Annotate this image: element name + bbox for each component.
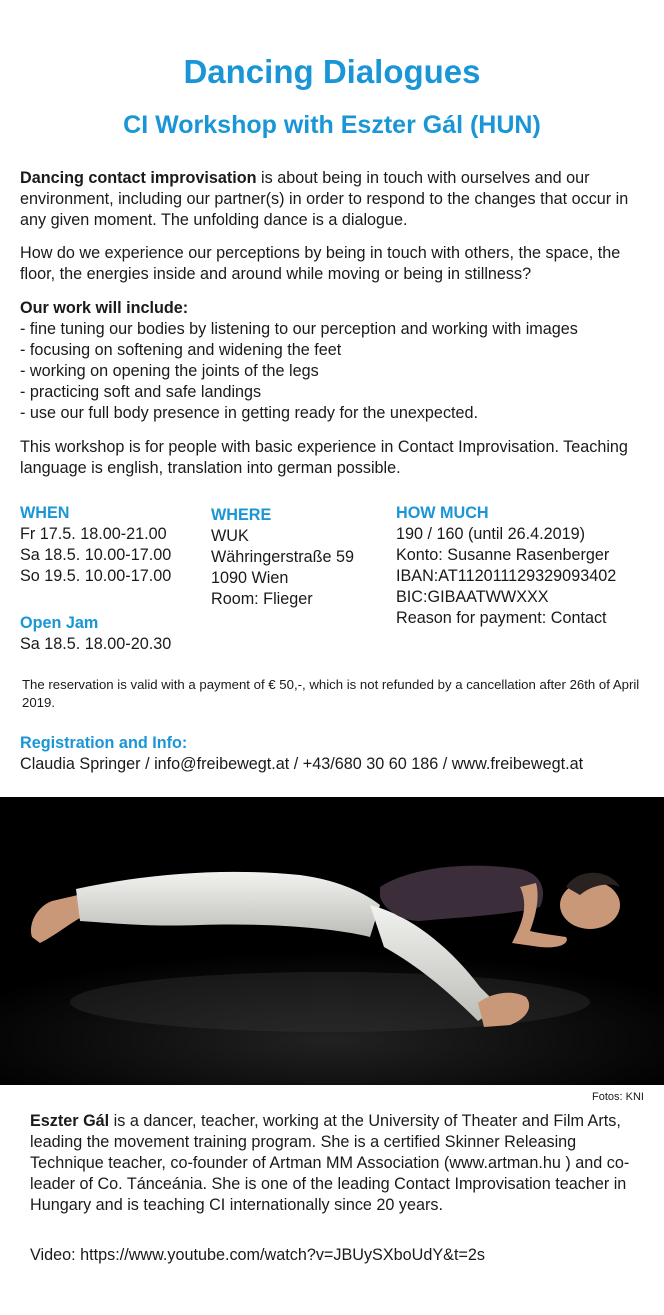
open-jam-block (20, 613, 171, 655)
when-block (20, 503, 171, 587)
where-heading: WHERE (211, 506, 272, 524)
where-line: Room: Flieger (211, 590, 313, 608)
reservation-note: The reservation is valid with a payment of € 50,-, which is not refunded by a cancellation after 26th of April 2019. (22, 677, 640, 710)
dancer-photo-illustration (0, 797, 664, 1085)
intro-text: is about being in touch with ourselves and our environment, including our partner(s) in order to respond to the changes that occur in any given moment. The unfolding dance is a dialogue. (20, 169, 629, 229)
intro-bold-lead: Dancing contact improvisation (20, 169, 257, 187)
how-much-heading: HOW MUCH (396, 504, 489, 522)
registration-contact: Claudia Springer / info@freibewegt.at / +43/680 30 60 186 / www.freibewegt.at (20, 755, 584, 773)
bio-text: is a dancer, teacher, working at the University of Theater and Film Arts, leading the movement training program. She is a certified Skinner Releasing Technique teacher, co-founder of Artman MM Association (www.artman.hu ) and co-leader of Co. Tánceánia. She is one of the leading Contact Improvisation teacher in Hungary and is teaching CI internationally since 20 years. (30, 1112, 630, 1214)
video-link[interactable]: Video: https://www.youtube.com/watch?v=JBUySXboUdY&t=2s (30, 1246, 485, 1264)
registration-heading: Registration and Info: (20, 734, 188, 752)
registration-block (20, 733, 583, 775)
open-jam-heading: Open Jam (20, 614, 99, 632)
work-item: - fine tuning our bodies by listening to our perception and working with images (20, 320, 578, 338)
work-item: - practicing soft and safe landings (20, 383, 262, 401)
how-much-line: 190 / 160 (until 26.4.2019) (396, 525, 585, 543)
where-line: Währingerstraße 59 (211, 548, 355, 566)
where-line: 1090 Wien (211, 569, 289, 587)
page-title: Dancing Dialogues (183, 53, 481, 90)
how-much-block (396, 503, 616, 629)
open-jam-line: Sa 18.5. 18.00-20.30 (20, 635, 172, 653)
work-item: - use our full body presence in getting ready for the unexpected. (20, 404, 479, 422)
how-much-line: IBAN:AT112011129329093402 (396, 567, 617, 585)
bio-bold-lead: Eszter Gál (30, 1112, 110, 1130)
work-item: - working on opening the joints of the legs (20, 362, 319, 380)
where-block (211, 505, 354, 610)
photo-credit: Fotos: KNI (592, 1091, 644, 1103)
intro-paragraph (20, 168, 650, 231)
work-heading: Our work will include: (20, 299, 189, 317)
work-list (20, 319, 650, 424)
work-section (20, 298, 650, 424)
how-much-line: BIC:GIBAATWWXXX (396, 588, 549, 606)
when-line: Sa 18.5. 10.00-17.00 (20, 546, 172, 564)
when-line: So 19.5. 10.00-17.00 (20, 567, 172, 585)
when-heading: WHEN (20, 504, 70, 522)
dancer-photo (0, 797, 664, 1085)
bio-paragraph (30, 1111, 640, 1216)
how-much-line: Reason for payment: Contact (396, 609, 607, 627)
page-subtitle: CI Workshop with Eszter Gál (HUN) (123, 111, 541, 139)
how-much-line: Konto: Susanne Rasenberger (396, 546, 610, 564)
when-line: Fr 17.5. 18.00-21.00 (20, 525, 167, 543)
audience-paragraph: This workshop is for people with basic experience in Contact Improvisation. Teaching language is english, translation into german possible. (20, 438, 628, 477)
question-paragraph: How do we experience our perceptions by being in touch with others, the space, the floor, the energies inside and around while moving or being in stillness? (20, 244, 621, 283)
work-item: - focusing on softening and widening the feet (20, 341, 342, 359)
where-line: WUK (211, 527, 249, 545)
